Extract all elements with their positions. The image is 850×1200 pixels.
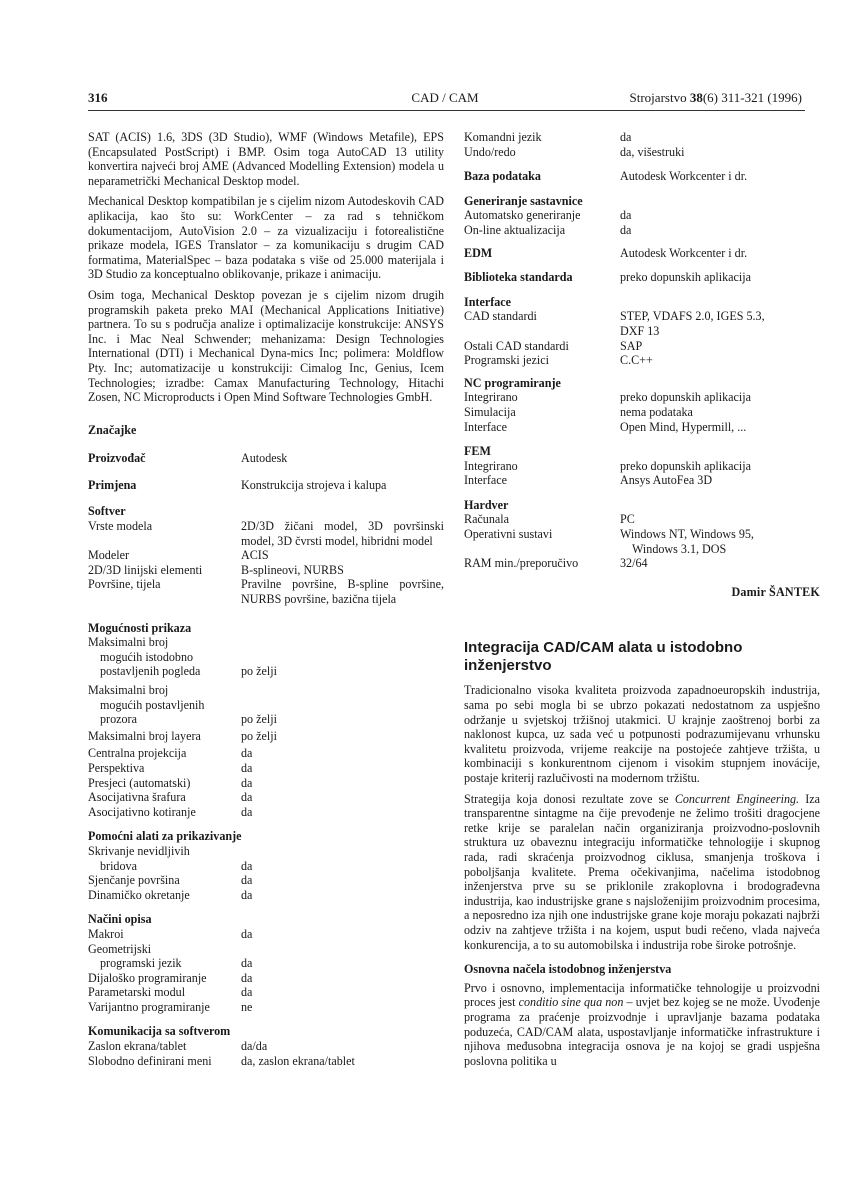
spec-value: po želji bbox=[241, 712, 277, 727]
spec-value: da bbox=[241, 760, 253, 775]
spec-value: po želji bbox=[241, 664, 277, 679]
spec-value: Open Mind, Hypermill, ... bbox=[620, 419, 747, 434]
spec-label: Integrirano bbox=[464, 390, 518, 405]
article-subheading: Osnovna načela istodobnog inženjerstva bbox=[464, 962, 672, 977]
spec-value: C.C++ bbox=[620, 353, 653, 368]
spec-label: Presjeci (automatski) bbox=[88, 775, 191, 790]
group-heading: Mogućnosti prikaza bbox=[88, 620, 192, 635]
spec-value: ne bbox=[241, 999, 253, 1014]
spec-label: Maksimalni broj mogućih postavljenih prozora bbox=[88, 683, 205, 727]
spec-label: Vrste modela bbox=[88, 519, 153, 534]
spec-label: Simulacija bbox=[464, 404, 516, 419]
spec-label: Primjena bbox=[88, 477, 137, 492]
spec-value: da bbox=[241, 873, 253, 888]
spec-value: SAP bbox=[620, 338, 643, 353]
spec-label: Operativni sustavi bbox=[464, 527, 553, 542]
spec-label: Undo/redo bbox=[464, 144, 516, 159]
spec-value: da/da bbox=[241, 1039, 268, 1054]
spec-value: Konstrukcija strojeva i kalupa bbox=[241, 477, 387, 492]
spec-value: da bbox=[241, 887, 253, 902]
spec-label: On-line aktualizacija bbox=[464, 222, 566, 237]
group-heading: Softver bbox=[88, 504, 126, 519]
spec-value: preko dopunskih aplikacija bbox=[620, 270, 751, 285]
spec-label: RAM min./preporučivo bbox=[464, 556, 579, 571]
spec-group-sastavnice bbox=[464, 194, 820, 238]
group-heading: FEM bbox=[464, 444, 491, 459]
journal-citation: Strojarstvo 38(6) 311-321 (1996) bbox=[629, 90, 802, 105]
spec-label: EDM bbox=[464, 245, 493, 260]
spec-label: Asocijativno kotiranje bbox=[88, 804, 196, 819]
spec-value: da bbox=[620, 222, 632, 237]
spec-value: da bbox=[241, 804, 253, 819]
spec-label: Centralna projekcija bbox=[88, 746, 187, 761]
spec-label: Biblioteka standarda bbox=[464, 270, 573, 285]
spec-group-biblioteka bbox=[464, 270, 820, 285]
author-name: Damir ŠANTEK bbox=[731, 584, 820, 599]
spec-value: da bbox=[620, 208, 632, 223]
spec-group-nc bbox=[464, 376, 820, 434]
spec-label: Maksimalni broj layera bbox=[88, 728, 201, 743]
spec-value: PC bbox=[620, 512, 635, 527]
spec-value: 32/64 bbox=[620, 556, 648, 571]
right-column bbox=[464, 130, 820, 1074]
spec-label: Baza podataka bbox=[464, 169, 541, 184]
article-paragraph-3: Prvo i osnovno, implementacija informatičke tehnologije u proizvodni proces jest conditio sine qua non – uvjet bez kojeg se ne može. Uvođenje programa za praćenje proizvodnje i upravljanje bazama podataka poduzeća, CAD/CAM alata, uspostavljanje informatičke infrastrukture i njihova međusobna integracija osnova je na kojoj se gradi uspješna poslovna politika u bbox=[464, 980, 820, 1068]
spec-label: Interface bbox=[464, 473, 507, 488]
spec-label: Komandni jezik bbox=[464, 130, 542, 144]
spec-value: da bbox=[241, 985, 253, 1000]
page-header bbox=[88, 90, 802, 108]
spec-value: 2D/3D žičani model, 3D površinski model, 3D čvrsti model, hibridni model bbox=[241, 519, 444, 548]
spec-label: Skrivanje nevidljivih bridova bbox=[88, 843, 190, 873]
spec-label: Sjenčanje površina bbox=[88, 873, 180, 888]
spec-group-opis bbox=[88, 912, 444, 1014]
spec-value: B-splineovi, NURBS bbox=[241, 562, 344, 577]
spec-label: Zaslon ekrana/tablet bbox=[88, 1039, 187, 1054]
group-heading: Načini opisa bbox=[88, 912, 152, 927]
spec-label: Parametarski modul bbox=[88, 985, 186, 1000]
spec-label: Geometrijski programski jezik bbox=[88, 941, 182, 971]
spec-group-prikaz bbox=[88, 621, 444, 820]
group-heading: NC programiranje bbox=[464, 375, 561, 390]
spec-value: da bbox=[241, 926, 253, 941]
spec-label: Makroi bbox=[88, 926, 124, 941]
page-number: 316 bbox=[88, 90, 108, 105]
spec-value: preko dopunskih aplikacija bbox=[620, 458, 751, 473]
header-rule bbox=[88, 110, 805, 111]
group-heading: Hardver bbox=[464, 497, 509, 512]
article-paragraph-2: Strategija koja donosi rezultate zove se Concurrent Engineering. Iza transparentne sintagme na čije prevođenje ne želimo trošiti dragocjene retke krije se paralelan način organiziranja proizvodno-poslovnih struktura uz obaveznu integraciju informatičke tehnologije i skupnog rada, radi skraćenja proizvodnog ciklusa, smanjenja troškova i poboljšanja kvalitete. Prema očekivanjima, načelima istodobnog inženjerstva prve su se priklonile zrakoplovna i brodograđevna industrija, kao industrijske grane s najsloženijim proizvodnim procesima, a neposredno iza njih one industrijske grane koje moraju pokazati najbrži odziv na zahtjeve tržišta i na kojem, usput budi rečeno, vlada najveća konkurencija, a to su automobilska i industrija robe široke potrošnje. bbox=[464, 791, 820, 952]
spec-group-edm bbox=[464, 246, 820, 261]
spec-value: da bbox=[241, 790, 253, 805]
spec-label: Površine, tijela bbox=[88, 577, 161, 592]
article-paragraph-1: Tradicionalno visoka kvaliteta proizvoda zapadnoeuropskih industrija, sama po sebi mogla bi se ubrzo pokazati nedostatnom za uspješno održanje u svjetskoj tržišnoj utakmici. U krajnje zaoštrenoj borbi za naklonost kupca, uz sada već u potpunosti podrazumijevanu vrhunsku kvalitetu proizvoda, vrijeme reakcije na postojeće zahtjeve tržišta, u kombinaciji s konkurentnom cijenom i visokim stupnjem inovácije, postaje kriterij razlučivosti na modernom tržištu. bbox=[464, 683, 820, 785]
spec-value: Pravilne površine, B-spline površine, NURBS površine, bazična tijela bbox=[241, 577, 444, 607]
spec-label: Dinamičko okretanje bbox=[88, 887, 190, 902]
spec-value: preko dopunskih aplikacija bbox=[620, 390, 751, 405]
spec-label: Maksimalni broj mogućih istodobno postavljenih pogleda bbox=[88, 635, 201, 679]
spec-label: Slobodno definirani meni bbox=[88, 1053, 212, 1068]
intro-paragraph-2: Mechanical Desktop kompatibilan je s cijelim nizom Autodeskovih CAD aplikacija, kao što su: WorkCenter – za rad s tehničkom dokumentacijom, AutoVision 2.0 – za vizualizaciju i fotorealistične prikaze modela, IGES Translator – za komunikaciju s drugim CAD formatima, MaterialSpec – baza podataka s više od 25.000 materijala i 3D Studio za konceptualno oblikovanje, prikaze i animaciju. bbox=[88, 194, 444, 282]
spec-label: Automatsko generiranje bbox=[464, 208, 581, 223]
spec-label: Perspektiva bbox=[88, 760, 145, 775]
group-heading: Pomoćni alati za prikazivanje bbox=[88, 829, 242, 844]
spec-label: Proizvođač bbox=[88, 451, 146, 466]
spec-value: da bbox=[241, 775, 253, 790]
spec-group-komunikacija bbox=[88, 1024, 444, 1068]
spec-label: Asocijativna šrafura bbox=[88, 790, 186, 805]
spec-label: CAD standardi bbox=[464, 309, 537, 324]
spec-value: Autodesk Workcenter i dr. bbox=[620, 169, 748, 184]
spec-value: nema podataka bbox=[620, 404, 693, 419]
intro-paragraph-1: SAT (ACIS) 1.6, 3DS (3D Studio), WMF (Windows Metafile), EPS (Encapsulated PostScript) i BMP. Osim toga AutoCAD 13 utility konvertira najveći broj AME (Advanced Modelling Extension) modela u neparametrički Mechanical Desktop model. bbox=[88, 130, 444, 188]
spec-value: Autodesk bbox=[241, 451, 288, 466]
spec-label: Ostali CAD standardi bbox=[464, 338, 569, 353]
spec-label: Računala bbox=[464, 512, 509, 527]
spec-label: Modeler bbox=[88, 548, 129, 563]
left-column bbox=[88, 130, 444, 1076]
spec-label: Programski jezici bbox=[464, 353, 549, 368]
group-heading: Komunikacija sa softverom bbox=[88, 1024, 231, 1039]
spec-value: da bbox=[620, 130, 632, 144]
spec-value: da bbox=[241, 858, 253, 873]
article-title: Integracija CAD/CAM alata u istodobno inženjerstvo bbox=[464, 639, 743, 675]
spec-group-baza bbox=[464, 169, 820, 184]
spec-group-softver bbox=[88, 504, 444, 606]
spec-value: po želji bbox=[241, 728, 277, 743]
article-body bbox=[464, 683, 820, 1068]
section-title: CAD / CAM bbox=[411, 90, 479, 105]
spec-value: ACIS bbox=[241, 548, 269, 563]
spec-group-alati bbox=[88, 829, 444, 902]
spec-primjena bbox=[88, 478, 444, 493]
spec-group-fem bbox=[464, 444, 820, 488]
spec-value: da, višestruki bbox=[620, 144, 685, 159]
spec-label: Interface bbox=[464, 419, 507, 434]
spec-value: Windows NT, Windows 95, Windows 3.1, DOS bbox=[620, 527, 754, 556]
spec-value: da bbox=[241, 970, 253, 985]
spec-proizvodac bbox=[88, 451, 444, 466]
spec-group-komandni bbox=[464, 130, 820, 159]
spec-label: Dijaloško programiranje bbox=[88, 970, 207, 985]
group-heading: Generiranje sastavnice bbox=[464, 193, 583, 208]
spec-group-hardver bbox=[464, 498, 820, 571]
spec-label: Integrirano bbox=[464, 458, 518, 473]
spec-value: Autodesk Workcenter i dr. bbox=[620, 245, 748, 260]
spec-value: da, zaslon ekrana/tablet bbox=[241, 1053, 355, 1068]
specs-title: Značajke bbox=[88, 422, 137, 437]
spec-value: Ansys AutoFea 3D bbox=[620, 473, 713, 488]
spec-group-interface bbox=[464, 295, 820, 368]
spec-value: STEP, VDAFS 2.0, IGES 5.3, DXF 13 bbox=[620, 309, 765, 338]
spec-label: 2D/3D linijski elementi bbox=[88, 562, 203, 577]
spec-label: Varijantno programiranje bbox=[88, 999, 210, 1014]
spec-value: da bbox=[241, 956, 253, 971]
intro-paragraph-3: Osim toga, Mechanical Desktop povezan je s cijelim nizom drugih programskih paketa preko MAI (Mechanical Applications Initiative) partnera. To su s područja analize i optimalizacije konstrukcije: ANSYS Inc. i Mac Neal Schwender; mehanizama: Design Technologies International (DTI) i Mechanical Dyna-mics Inc; polimera: Moldflow Pty. Inc; automatizacije u konstrukciji: Cimalog Inc, Genius, Icem Technologies; izradbe: Camax Manufacturing Technology, Hitachi Zosen, NC Microproducts i Open Mind Software Technologies GmbH. bbox=[88, 287, 444, 405]
spec-value: da bbox=[241, 746, 253, 761]
group-heading: Interface bbox=[464, 294, 512, 309]
